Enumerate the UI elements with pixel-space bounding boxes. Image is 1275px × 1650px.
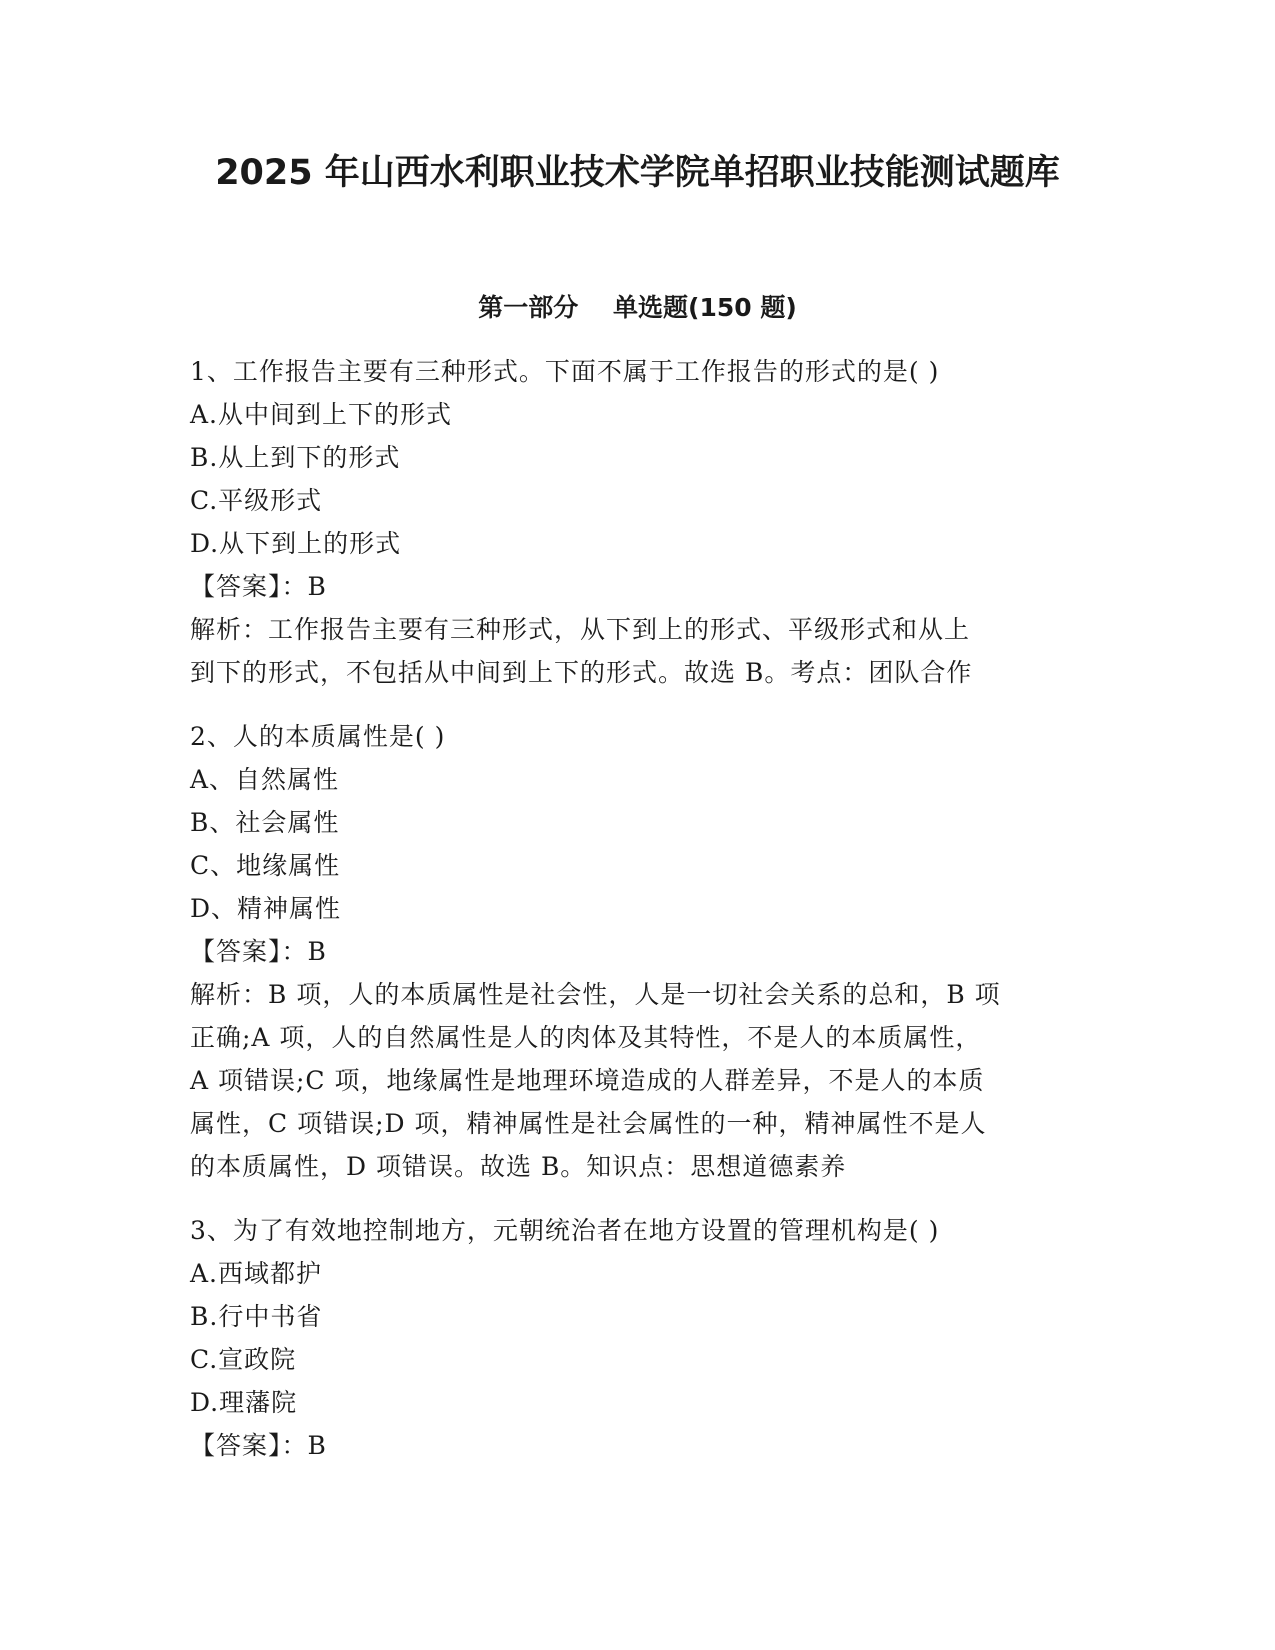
question-stem: 2、人的本质属性是( ): [190, 722, 446, 751]
analysis-line: 的本质属性，D 项错误。故选 B。知识点：思想道德素养: [190, 1152, 847, 1181]
question-list: [190, 350, 1090, 1488]
document-title: 2025 年山西水利职业技术学院单招职业技能测试题库: [215, 153, 1060, 193]
option-b: B.从上到下的形式: [190, 443, 401, 472]
option-b: B、社会属性: [190, 808, 340, 837]
option-c: C.宣政院: [190, 1345, 297, 1374]
option-d: D、精神属性: [190, 894, 342, 923]
option-a: A.从中间到上下的形式: [190, 400, 453, 429]
analysis-line: 解析：工作报告主要有三种形式，从下到上的形式、平级形式和从上: [190, 615, 971, 644]
question-3: [190, 1209, 1090, 1467]
option-c: C、地缘属性: [190, 851, 341, 880]
analysis-line: 正确;A 项，人的自然属性是人的肉体及其特性，不是人的本质属性，: [190, 1023, 982, 1052]
option-b: B.行中书省: [190, 1302, 323, 1331]
section-title: 第一部分 单选题(150 题): [478, 293, 797, 322]
option-a: A.西域都护: [190, 1259, 323, 1288]
question-stem: 1、工作报告主要有三种形式。下面不属于工作报告的形式的是( ): [190, 357, 940, 386]
option-a: A、自然属性: [190, 765, 340, 794]
option-c: C.平级形式: [190, 486, 323, 515]
answer-line: 【答案】：B: [190, 1431, 327, 1460]
analysis-line: 解析：B 项，人的本质属性是社会性，人是一切社会关系的总和，B 项: [190, 980, 1001, 1009]
analysis-line: 属性，C 项错误;D 项，精神属性是社会属性的一种，精神属性不是人: [190, 1109, 987, 1138]
analysis-line: A 项错误;C 项，地缘属性是地理环境造成的人群差异，不是人的本质: [190, 1066, 985, 1095]
question-1: [190, 350, 1090, 694]
answer-line: 【答案】：B: [190, 937, 327, 966]
analysis-line: 到下的形式，不包括从中间到上下的形式。故选 B。考点：团队合作: [190, 658, 973, 687]
answer-line: 【答案】：B: [190, 572, 327, 601]
question-stem: 3、为了有效地控制地方，元朝统治者在地方设置的管理机构是( ): [190, 1216, 940, 1245]
question-2: [190, 715, 1090, 1188]
option-d: D.从下到上的形式: [190, 529, 402, 558]
option-d: D.理藩院: [190, 1388, 298, 1417]
